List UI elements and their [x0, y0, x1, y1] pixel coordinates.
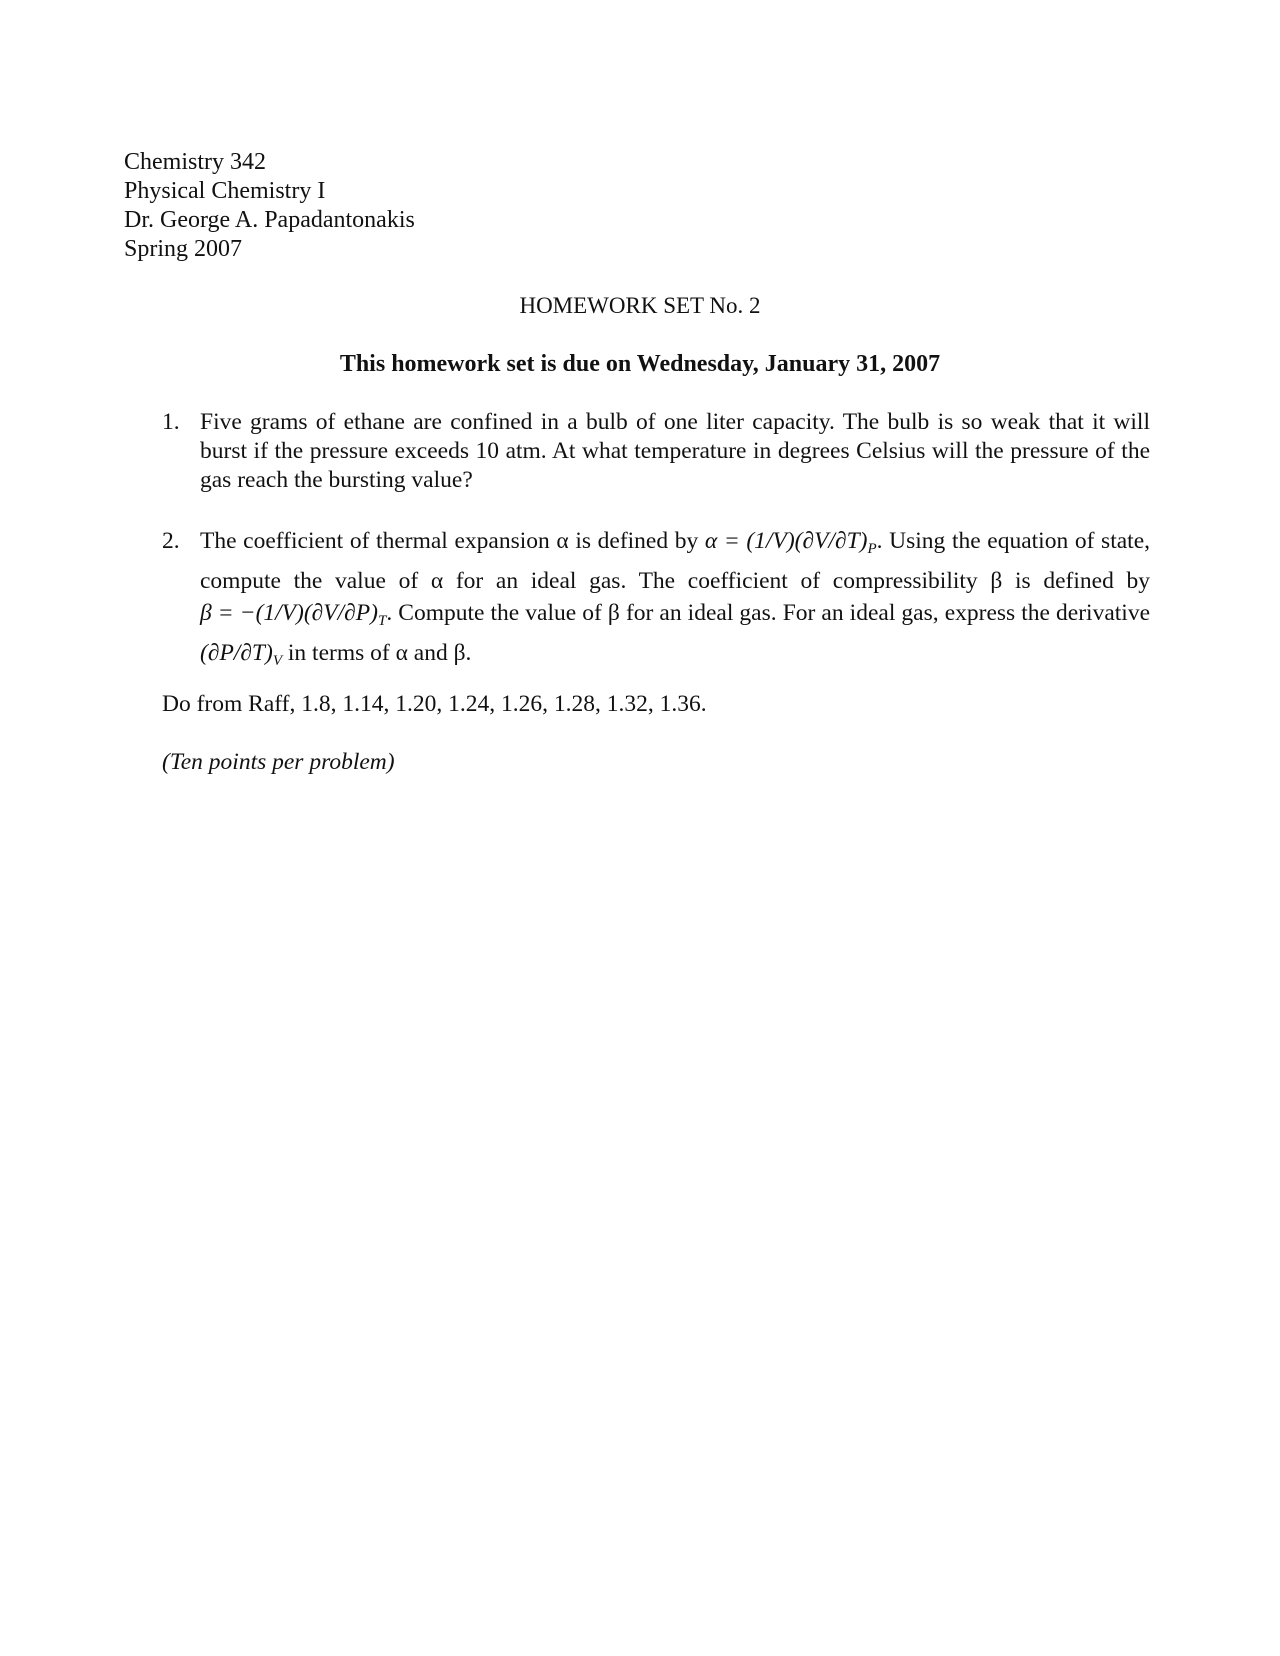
beta-equation-subscript: T [377, 613, 387, 629]
beta-equation [200, 600, 387, 629]
problem-number: 2. [162, 528, 180, 554]
points-note: (Ten points per problem) [162, 749, 395, 775]
problem-text-segment: . Compute the value of β for an ideal gas. For an ideal gas, express the derivative [386, 600, 1150, 626]
problem-text [200, 525, 1150, 677]
course-header [124, 148, 415, 264]
course-number: Chemistry 342 [124, 149, 266, 175]
alpha-equation-subscript: P [867, 541, 877, 557]
due-date-notice: This homework set is due on Wednesday, January 31, 2007 [339, 351, 941, 377]
instructor-name: Dr. George A. Papadantonakis [124, 207, 415, 233]
problem-text-segment: in terms of α and β. [287, 640, 472, 666]
problem-number: 1. [162, 409, 180, 435]
problem-text: Five grams of ethane are confined in a bulb of one liter capacity. The bulb is so weak that it will burst if the pressure exceeds 10 atm. At what temperature in degrees Celsius will the pressure of the gas reach the bursting value? [200, 409, 1150, 493]
raff-assignment: Do from Raff, 1.8, 1.14, 1.20, 1.24, 1.26, 1.28, 1.32, 1.36. [162, 691, 707, 717]
alpha-equation [704, 528, 877, 557]
beta-equation-body: β = −(1/V)(∂V/∂P) [200, 600, 378, 626]
homework-title: HOMEWORK SET No. 2 [519, 293, 761, 318]
derivative-expression-body: (∂P/∂T) [200, 640, 273, 666]
problem-text-segment: The coefficient of thermal expansion α is defined by [200, 528, 699, 554]
derivative-expression [200, 640, 283, 669]
problem-text-segment: . Using the equation of state, compute the value of α for an ideal gas. The coefficient of compressibility β is defined by [200, 528, 1150, 594]
term: Spring 2007 [124, 236, 243, 262]
course-title: Physical Chemistry I [124, 178, 326, 204]
derivative-expression-subscript: V [272, 653, 283, 669]
problem-1 [162, 408, 1150, 495]
problem-2 [162, 525, 1150, 677]
alpha-equation-body: α = (1/V)(∂V/∂T) [704, 528, 868, 554]
